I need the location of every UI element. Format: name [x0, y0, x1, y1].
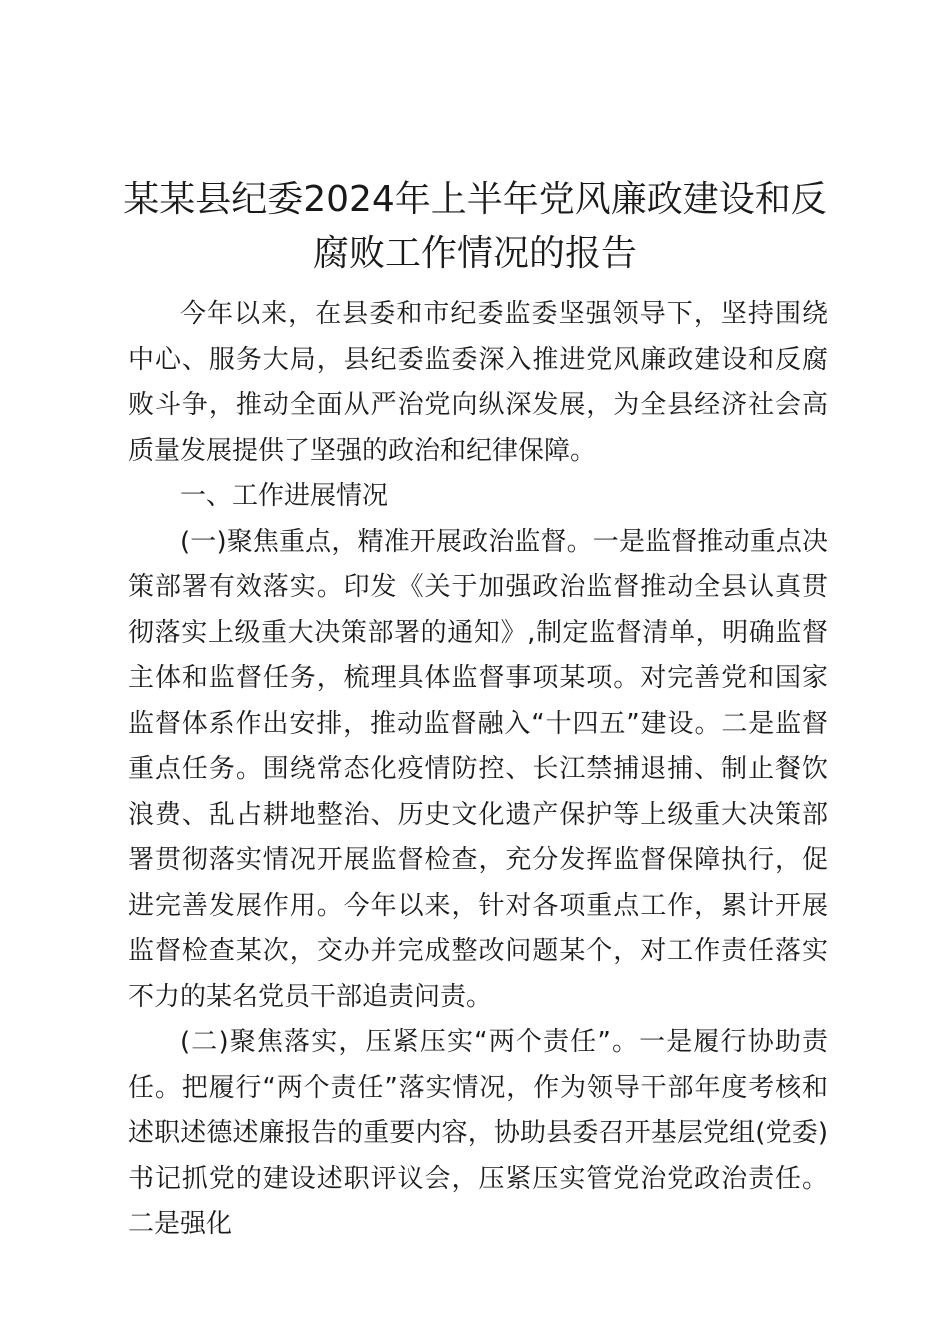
document-title — [100, 173, 850, 281]
title-line-2: 腐败工作情况的报告 — [312, 233, 637, 274]
body-paragraph: (二)聚焦落实，压紧压实“两个责任”。一是履行协助责任。把履行“两个责任”落实情况，作为领导干部年度考核和述职述德述廉报告的重要内容，协助县委召开基层党组(党委)书记抓党的建设述职评议会，压紧压实管党治党政治责任。二是强化 — [128, 1027, 828, 1239]
intro-paragraph: 今年以来，在县委和市纪委监委坚强领导下，坚持围绕中心、服务大局，县纪委监委深入推进党风廉政建设和反腐败斗争，推动全面从严治党向纵深发展，为全县经济社会高质量发展提供了坚强的政治和纪律保障。 — [128, 299, 828, 466]
title-line-1: 某某县纪委2024年上半年党风廉政建设和反 — [123, 179, 827, 220]
body-paragraph: (一)聚焦重点，精准开展政治监督。一是监督推动重点决策部署有效落实。印发《关于加强政治监督推动全县认真贯彻落实上级重大决策部署的通知》,制定监督清单，明确监督主体和监督任务，梳理具体监督事项某项。对完善党和国家监督体系作出安排，推动监督融入“十四五”建设。二是监督重点任务。围绕常态化疫情防控、长江禁捕退捕、制止餐饮浪费、乱占耕地整治、历史文化遗产保护等上级重大决策部署贯彻落实情况开展监督检查，充分发挥监督保障执行，促进完善发展作用。今年以来，针对各项重点工作，累计开展监督检查某次，交办并完成整改问题某个，对工作责任落实不力的某名党员干部追责问责。 — [128, 526, 828, 1012]
section-heading: 一、工作进展情况 — [180, 481, 389, 511]
document-body — [128, 292, 828, 1248]
